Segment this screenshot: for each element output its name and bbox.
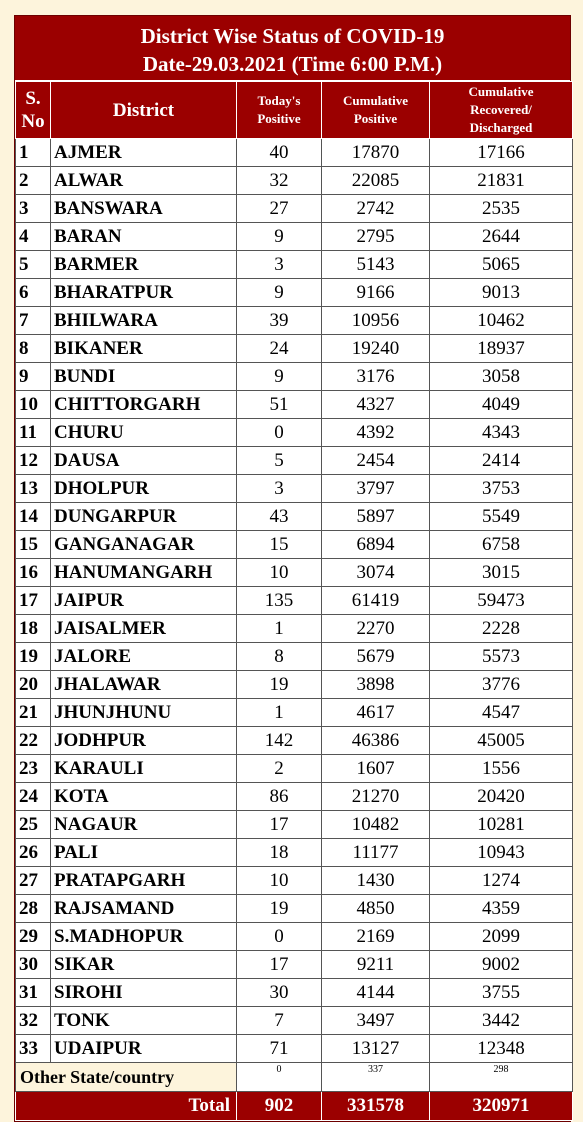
table-row xyxy=(16,307,573,335)
row-sno: 25 xyxy=(16,811,51,839)
district-name: BHILWARA xyxy=(51,307,237,335)
district-name: KARAULI xyxy=(51,755,237,783)
district-name: DUNGARPUR xyxy=(51,503,237,531)
total-cumulative-recovered: 320971 xyxy=(430,1092,573,1121)
covid-status-sheet xyxy=(14,15,571,1122)
todays-positive: 135 xyxy=(237,587,322,615)
district-name: CHURU xyxy=(51,419,237,447)
todays-positive: 27 xyxy=(237,195,322,223)
header-cumulative-recovered xyxy=(430,82,573,139)
header-sno-line1: S. xyxy=(25,88,41,109)
todays-positive: 40 xyxy=(237,139,322,167)
table-row xyxy=(16,223,573,251)
cumulative-recovered: 2414 xyxy=(430,447,573,475)
todays-positive: 142 xyxy=(237,727,322,755)
row-sno: 1 xyxy=(16,139,51,167)
table-row xyxy=(16,419,573,447)
todays-positive: 51 xyxy=(237,391,322,419)
district-name: JAISALMER xyxy=(51,615,237,643)
table-row xyxy=(16,867,573,895)
cumulative-recovered: 12348 xyxy=(430,1035,573,1063)
table-row xyxy=(16,139,573,167)
header-district xyxy=(51,82,237,139)
district-name: S.MADHOPUR xyxy=(51,923,237,951)
todays-positive: 0 xyxy=(237,419,322,447)
header-cpos-line1: Cumulative xyxy=(343,93,408,108)
todays-positive: 9 xyxy=(237,363,322,391)
todays-positive: 1 xyxy=(237,615,322,643)
cumulative-recovered: 3776 xyxy=(430,671,573,699)
district-name: CHITTORGARH xyxy=(51,391,237,419)
cumulative-recovered: 4359 xyxy=(430,895,573,923)
table-row xyxy=(16,335,573,363)
cumulative-positive: 3074 xyxy=(322,559,430,587)
row-sno: 22 xyxy=(16,727,51,755)
header-sno xyxy=(16,82,51,139)
district-name: DAUSA xyxy=(51,447,237,475)
district-name: RAJSAMAND xyxy=(51,895,237,923)
todays-positive: 5 xyxy=(237,447,322,475)
cumulative-positive: 22085 xyxy=(322,167,430,195)
total-label: Total xyxy=(16,1092,237,1121)
row-sno: 21 xyxy=(16,699,51,727)
cumulative-recovered: 1274 xyxy=(430,867,573,895)
district-name: JAIPUR xyxy=(51,587,237,615)
cumulative-recovered: 21831 xyxy=(430,167,573,195)
row-sno: 9 xyxy=(16,363,51,391)
header-cumulative-positive xyxy=(322,82,430,139)
cumulative-recovered: 10281 xyxy=(430,811,573,839)
cumulative-recovered: 5573 xyxy=(430,643,573,671)
row-sno: 27 xyxy=(16,867,51,895)
table-row xyxy=(16,447,573,475)
table-row xyxy=(16,475,573,503)
table-row xyxy=(16,839,573,867)
table-row xyxy=(16,783,573,811)
table-row xyxy=(16,699,573,727)
cumulative-positive: 2270 xyxy=(322,615,430,643)
row-sno: 24 xyxy=(16,783,51,811)
row-sno: 30 xyxy=(16,951,51,979)
todays-positive: 0 xyxy=(237,923,322,951)
table-row xyxy=(16,363,573,391)
district-name: TONK xyxy=(51,1007,237,1035)
cumulative-recovered: 2099 xyxy=(430,923,573,951)
district-name: KOTA xyxy=(51,783,237,811)
cumulative-positive: 9211 xyxy=(322,951,430,979)
cumulative-positive: 3176 xyxy=(322,363,430,391)
district-name: PRATAPGARH xyxy=(51,867,237,895)
table-row xyxy=(16,951,573,979)
cumulative-recovered: 59473 xyxy=(430,587,573,615)
cumulative-recovered: 2644 xyxy=(430,223,573,251)
cumulative-positive: 10482 xyxy=(322,811,430,839)
cumulative-positive: 4144 xyxy=(322,979,430,1007)
header-sno-line2: No xyxy=(21,111,45,132)
row-sno: 17 xyxy=(16,587,51,615)
district-name: SIKAR xyxy=(51,951,237,979)
district-name: SIROHI xyxy=(51,979,237,1007)
district-name: BIKANER xyxy=(51,335,237,363)
report-title xyxy=(15,16,570,81)
cumulative-positive: 6894 xyxy=(322,531,430,559)
table-row xyxy=(16,643,573,671)
district-name: AJMER xyxy=(51,139,237,167)
cumulative-recovered: 5065 xyxy=(430,251,573,279)
cumulative-recovered: 3442 xyxy=(430,1007,573,1035)
cumulative-positive: 5897 xyxy=(322,503,430,531)
report-title-line1: District Wise Status of COVID-19 xyxy=(140,24,445,48)
row-sno: 28 xyxy=(16,895,51,923)
cumulative-positive: 4850 xyxy=(322,895,430,923)
table-row xyxy=(16,279,573,307)
cumulative-positive: 5679 xyxy=(322,643,430,671)
cumulative-recovered: 20420 xyxy=(430,783,573,811)
row-sno: 32 xyxy=(16,1007,51,1035)
header-district-label: District xyxy=(112,99,175,121)
table-body xyxy=(16,139,573,1121)
todays-positive: 15 xyxy=(237,531,322,559)
row-sno: 6 xyxy=(16,279,51,307)
cumulative-positive: 19240 xyxy=(322,335,430,363)
district-name: BARMER xyxy=(51,251,237,279)
table-row xyxy=(16,615,573,643)
todays-positive: 18 xyxy=(237,839,322,867)
cumulative-recovered: 9002 xyxy=(430,951,573,979)
district-name: PALI xyxy=(51,839,237,867)
cumulative-positive: 1430 xyxy=(322,867,430,895)
cumulative-positive: 4327 xyxy=(322,391,430,419)
table-row xyxy=(16,167,573,195)
cumulative-recovered: 4343 xyxy=(430,419,573,447)
row-sno: 29 xyxy=(16,923,51,951)
other-cumulative-recovered: 298 xyxy=(430,1063,573,1092)
cumulative-positive: 9166 xyxy=(322,279,430,307)
table-row xyxy=(16,1007,573,1035)
todays-positive: 17 xyxy=(237,811,322,839)
todays-positive: 86 xyxy=(237,783,322,811)
total-row xyxy=(16,1092,573,1121)
todays-positive: 19 xyxy=(237,671,322,699)
todays-positive: 43 xyxy=(237,503,322,531)
row-sno: 14 xyxy=(16,503,51,531)
district-name: BHARATPUR xyxy=(51,279,237,307)
row-sno: 5 xyxy=(16,251,51,279)
district-name: JHALAWAR xyxy=(51,671,237,699)
header-today-line2: Positive xyxy=(257,111,301,126)
district-name: JHUNJHUNU xyxy=(51,699,237,727)
cumulative-positive: 5143 xyxy=(322,251,430,279)
district-name: GANGANAGAR xyxy=(51,531,237,559)
cumulative-recovered: 5549 xyxy=(430,503,573,531)
cumulative-positive: 10956 xyxy=(322,307,430,335)
district-name: JODHPUR xyxy=(51,727,237,755)
todays-positive: 39 xyxy=(237,307,322,335)
other-cumulative-positive: 337 xyxy=(322,1063,430,1092)
cumulative-recovered: 4547 xyxy=(430,699,573,727)
table-row xyxy=(16,531,573,559)
table-row xyxy=(16,251,573,279)
table-header-row xyxy=(16,82,573,139)
todays-positive: 19 xyxy=(237,895,322,923)
cumulative-recovered: 1556 xyxy=(430,755,573,783)
todays-positive: 3 xyxy=(237,251,322,279)
table-row xyxy=(16,503,573,531)
table-row xyxy=(16,1035,573,1063)
district-name: NAGAUR xyxy=(51,811,237,839)
row-sno: 20 xyxy=(16,671,51,699)
todays-positive: 71 xyxy=(237,1035,322,1063)
district-name: BARAN xyxy=(51,223,237,251)
cumulative-positive: 2454 xyxy=(322,447,430,475)
header-today-line1: Today's xyxy=(257,93,301,108)
table-row xyxy=(16,727,573,755)
header-crec-line3: Discharged xyxy=(469,120,533,135)
table-row xyxy=(16,923,573,951)
table-row xyxy=(16,755,573,783)
todays-positive: 9 xyxy=(237,279,322,307)
cumulative-positive: 2795 xyxy=(322,223,430,251)
cumulative-recovered: 18937 xyxy=(430,335,573,363)
district-status-table xyxy=(15,81,573,1121)
row-sno: 2 xyxy=(16,167,51,195)
todays-positive: 9 xyxy=(237,223,322,251)
todays-positive: 3 xyxy=(237,475,322,503)
cumulative-recovered: 2228 xyxy=(430,615,573,643)
cumulative-positive: 3898 xyxy=(322,671,430,699)
other-state-row xyxy=(16,1063,573,1092)
row-sno: 33 xyxy=(16,1035,51,1063)
cumulative-recovered: 4049 xyxy=(430,391,573,419)
todays-positive: 7 xyxy=(237,1007,322,1035)
cumulative-positive: 1607 xyxy=(322,755,430,783)
cumulative-recovered: 9013 xyxy=(430,279,573,307)
other-today-positive: 0 xyxy=(237,1063,322,1092)
table-row xyxy=(16,811,573,839)
row-sno: 13 xyxy=(16,475,51,503)
cumulative-recovered: 10943 xyxy=(430,839,573,867)
table-row xyxy=(16,671,573,699)
cumulative-recovered: 2535 xyxy=(430,195,573,223)
cumulative-positive: 46386 xyxy=(322,727,430,755)
cumulative-positive: 11177 xyxy=(322,839,430,867)
report-date-line: Date-29.03.2021 (Time 6:00 P.M.) xyxy=(142,52,443,76)
row-sno: 18 xyxy=(16,615,51,643)
district-name: DHOLPUR xyxy=(51,475,237,503)
cumulative-positive: 21270 xyxy=(322,783,430,811)
row-sno: 19 xyxy=(16,643,51,671)
table-row xyxy=(16,895,573,923)
row-sno: 3 xyxy=(16,195,51,223)
row-sno: 10 xyxy=(16,391,51,419)
header-crec-line2: Recovered/ xyxy=(470,102,532,117)
todays-positive: 24 xyxy=(237,335,322,363)
table-row xyxy=(16,391,573,419)
row-sno: 7 xyxy=(16,307,51,335)
todays-positive: 32 xyxy=(237,167,322,195)
cumulative-positive: 3797 xyxy=(322,475,430,503)
district-name: BUNDI xyxy=(51,363,237,391)
cumulative-positive: 2169 xyxy=(322,923,430,951)
cumulative-positive: 13127 xyxy=(322,1035,430,1063)
total-today-positive: 902 xyxy=(237,1092,322,1121)
table-row xyxy=(16,587,573,615)
cumulative-positive: 3497 xyxy=(322,1007,430,1035)
cumulative-positive: 61419 xyxy=(322,587,430,615)
other-state-label: Other State/country xyxy=(16,1063,237,1092)
district-name: UDAIPUR xyxy=(51,1035,237,1063)
todays-positive: 10 xyxy=(237,559,322,587)
district-name: BANSWARA xyxy=(51,195,237,223)
cumulative-recovered: 3753 xyxy=(430,475,573,503)
row-sno: 15 xyxy=(16,531,51,559)
row-sno: 31 xyxy=(16,979,51,1007)
district-name: JALORE xyxy=(51,643,237,671)
cumulative-positive: 17870 xyxy=(322,139,430,167)
cumulative-positive: 4392 xyxy=(322,419,430,447)
row-sno: 8 xyxy=(16,335,51,363)
todays-positive: 8 xyxy=(237,643,322,671)
table-row xyxy=(16,195,573,223)
cumulative-positive: 2742 xyxy=(322,195,430,223)
cumulative-positive: 4617 xyxy=(322,699,430,727)
table-row xyxy=(16,559,573,587)
todays-positive: 30 xyxy=(237,979,322,1007)
total-cumulative-positive: 331578 xyxy=(322,1092,430,1121)
todays-positive: 1 xyxy=(237,699,322,727)
header-crec-line1: Cumulative xyxy=(468,84,534,99)
district-name: ALWAR xyxy=(51,167,237,195)
todays-positive: 10 xyxy=(237,867,322,895)
cumulative-recovered: 3015 xyxy=(430,559,573,587)
row-sno: 12 xyxy=(16,447,51,475)
row-sno: 4 xyxy=(16,223,51,251)
district-name: HANUMANGARH xyxy=(51,559,237,587)
cumulative-recovered: 10462 xyxy=(430,307,573,335)
row-sno: 23 xyxy=(16,755,51,783)
cumulative-recovered: 45005 xyxy=(430,727,573,755)
cumulative-recovered: 3058 xyxy=(430,363,573,391)
row-sno: 11 xyxy=(16,419,51,447)
header-cpos-line2: Positive xyxy=(353,111,398,126)
header-todays-positive xyxy=(237,82,322,139)
cumulative-recovered: 3755 xyxy=(430,979,573,1007)
todays-positive: 2 xyxy=(237,755,322,783)
row-sno: 26 xyxy=(16,839,51,867)
cumulative-recovered: 6758 xyxy=(430,531,573,559)
row-sno: 16 xyxy=(16,559,51,587)
todays-positive: 17 xyxy=(237,951,322,979)
table-row xyxy=(16,979,573,1007)
cumulative-recovered: 17166 xyxy=(430,139,573,167)
